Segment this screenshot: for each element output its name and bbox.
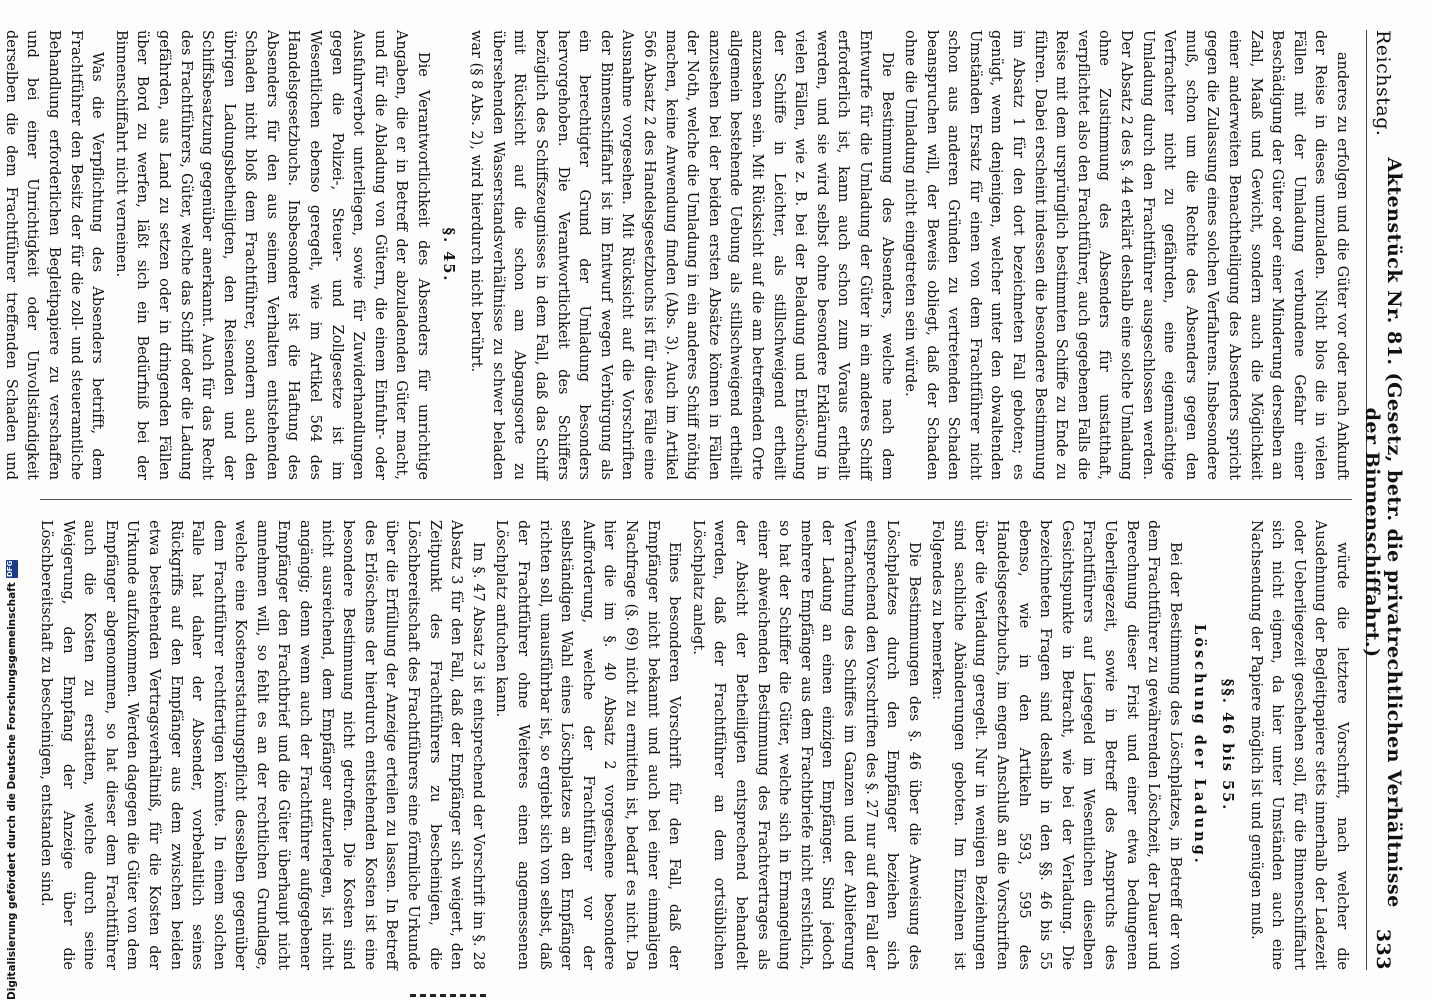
dfg-logo-icon: DFG [6, 560, 18, 578]
paragraph: würde die letztere Vorschrift, nach welcher die Ausdehnung der Begleitpapiere stets innerhalb der Ladezeit oder Ueberliegezeit geschehen soll, für die Binnenschiffahrt sich nicht eignen, da hier unter Umständen auch eine Nachsendung der Papiere möglich ist und genügen muß. [1247, 520, 1350, 970]
paragraph: Die Bestimmung des Absenders, welche nach dem Entwurfe für die Umladung der Güter in ein anderes Schiff erforderlich ist, kann auch schon zum Voraus ertheilt werden, und sie wird selbst ohne besondere Erklärung in vielen Fällen, wie z. B. bei der Beladung und Entlöschung der Schiffe in Leichter, als stillschweigend ertheilt anzusehen sein. Mit Rücksicht auf die am betreffenden Orte allgemein bestehende Uebung als stillschweigend ertheilt anzusehen bei der beiden ersten Absätze können in Fällen der Noth, welche die Umladung in ein anderes Schiff nöthig machen, keine Anwendung finden (Abs. 3). Auch im Artikel 566 Absatz 2 des Handelsgesetzbuchs ist für diese Fälle eine Ausnahme vorgesehen. Mit Rücksicht auf die Vorschriften der Binnenschiffahrt ist im Entwurf wegen Verbürgung als ein berechtigter Grund der Umladung besonders hervorgehoben. Die Verantwortlichkeit des Schiffers bezüglich des Schiffszeugnisses in dem Fall, daß das Schiff mit Rücksicht auf die schon am Abgangsorte zu übersehenden Wasserstandsverhältnisse zu schwer beladen war (§ 8 Abs. 2), wird hierdurch nicht berührt. [468, 30, 895, 480]
paragraph: Bei der Bestimmung des Löschplatzes, in Betreff der von dem Frachtführer zu gewährenden Löschzeit, der Dauer und Berechnung dieser Frist und einer etwa bedungenen Ueberliegezeit, sowie in Betreff des Anspruchs des Frachtführers auf Liegegeld im Wesentlichen dieselben Gesichtspunkte in Betracht, wie bei der Verladung. Die bezeichneten Fragen sind deshalb in den §§. 46 bis 55 ebenso, wie in den Artikeln 593, 595 des Handelsgesetzbuchs, im engen Anschluß an die Vorschriften über die Verladung geregelt. Nur in wenigen Beziehungen sind sachliche Abänderungen geboten. Im Einzelnen ist Folgendes zu bemerken: [929, 520, 1183, 970]
paragraph: Was die Verpflichtung des Absenders betrifft, dem Frachtführer den Besitz der für die zoll- und steueramtliche Behandlung erforderlichen Begleitpapiere zu verschaffen und bei einer Unrichtigkeit oder Unvollständigkeit derselben die dem Frachtführer treffenden Schaden und [2, 30, 106, 480]
page-number: 333 [1372, 928, 1395, 970]
paragraph: Die Bestimmungen des §. 46 über die Anweisung des Löschplatzes durch den Empfänger beziehen sich entsprechend den Vorschriften des §. 27 nur auf den Fall der Verfrachtung des Schiffes im Ganzen und der Ablieferung der Ladung an einen einzigen Empfänger. Sind jedoch mehrere Empfänger aus dem Frachtbriefe nicht ersichtlich, so hat der Schiffer die Güter, welche sich in Ermangelung einer abweichenden Bestimmung des Frachtvertrages als der Absicht der Betheiligten entsprechend behandelt werden, daß der Frachtführer an dem ortsüblichen Löschplatz anlegt. [689, 520, 922, 970]
left-column [2, 30, 1352, 480]
paragraph: Die Verantwortlichkeit des Absenders für unrichtige Angaben, die er in Betreff der abzuladenden Güter macht, und für die Abladung von Gütern, die einem Einfuhr- oder Ausfuhrverbot unterliegen, sowie für Zuwiderhandlungen gegen die Polizei-, Steuer- und Zollgesetze ist im Wesentlichen ebenso geregelt, wie im Artikel 564 des Handelsgesetzbuchs. Insbesondere ist die Haftung des Absenders für den aus seinem Verhalten entstehenden Schaden nicht bloß dem Frachtführer, sondern auch den übrigen Ladungsbetheiligten, den Reisenden und der Schiffsbesatzung gegenüber anerkannt. Auch für das Recht des Frachtführers, Güter, welche das Schiff oder die Ladung gefährden, aus Land zu setzen oder in dringenden Fällen über Bord zu werfen, läßt sich ein Bedürfniß bei der Binnenschiffahrt nicht verneinen. [112, 30, 432, 480]
running-head-left: Reichstag. [1372, 30, 1395, 137]
paragraph: Im §. 47 Absatz 3 ist entsprechend der Vorschrift im §. 28 Absatz 3 für den Fall, daß der Empfänger sich weigert, den Zeitpunkt des Frachtführers zu bescheinigen, die Löschbereitschaft des Frachtführers eine förmliche Urkunde über die Erfüllung der Anzeige erteilen zu lassen. In Betreff des Erlöschens der hierdurch entstehenden Kosten ist eine besondere Bestimmung nicht getroffen. Die Kosten sind nicht ausreichend, dem Empfänger aufzuerlegen, ist nicht angängig; denn wenn auch der Frachtführer aufgegebener Empfänger den Frachtbrief und die Güter überhaupt nicht annehmen will, so fehlt es an der rechtlichen Grundlage, welche eine Kostenerstattungspflicht desselben gegenüber dem Frachtführer rechtfertigen könnte. In einem solchen Falle hat daher der Absender, vorbehaltlich seines Rückgriffs auf den Empfänger aus dem zwischen beiden etwa bestehenden Vertragsverhältniß, für die Kosten der Urkunde aufzukommen. Werden dagegen die Güter von dem Empfänger abgenommen, so hat dieser dem Frachtführer auch die Kosten zu erstatten, welche durch seine Weigerung, den Empfang der Anzeige über die Löschbereitschaft zu bescheinigen, entstanden sind. [37, 520, 486, 970]
section-heading: §. 45. [439, 227, 457, 283]
section-subheading: Löschung der Ladung. [1191, 624, 1209, 866]
digitization-notice-text: Digitalisierung gefördert durch die Deutsche Forschungsgemeinschaft [6, 582, 18, 1000]
right-column [37, 520, 1352, 970]
running-head [1361, 30, 1406, 970]
digitization-notice [2, 560, 22, 1000]
page-edge-mark [410, 994, 490, 997]
section-heading: §§. 46 bis 55. [1219, 678, 1237, 812]
paragraph: anderes zu erfolgen und die Güter vor oder nach Ankunft der Reise in dieses umzuladen. Nicht blos die in vielen Fällen mit der Umladung verbundene Gefahr einer Beschädigung der Güter oder einer Minderung derselben an Zahl, Maaß und Gewicht, sondern auch die Möglichkeit einer anderweiten Benachtheiligung des Absenders spricht gegen die Zulassung eines solchen Verfahrens. Insbesondere muß, schon um die Rechte des Absenders gegen den Verfrachter nicht zu gefährden, eine eigenmächtige Umladung durch den Frachtführer ausgeschlossen werden. Der Absatz 2 des §. 44 erklärt deshalb eine solche Umladung ohne Zustimmung des Absenders für unstatthaft, verpflichtet also den Frachtführer, auch gegebenen Falls die Reise mit dem ursprünglich bestimmten Schiffe zu Ende zu führen. Dabei erscheint indessen die besondere Bestimmung im Absatz 1 für den dort bezeichneten Fall geboten; es genügt, wenn denjenigen, welcher unter den obwaltenden Umständen Ersatz für einen von dem Frachtführer nicht schon aus anderen Gründen zu vertretenden Schaden beanspruchen will, der Beweis obliegt, daß der Schaden ohne die Umladung nicht eingetreten sein würde. [902, 30, 1350, 480]
running-head-title: Aktenstück Nr. 81. (Gesetz, betr. die privatrechtlichen Verhältnisse der Binnenschiffahrt.) [1361, 157, 1406, 908]
paragraph: Eines besonderen Vorschrift für den Fall, daß der Empfänger nicht bekannt und auch bei einer einmaligen Nachfrage (§. 69) nicht zu ermitteln ist, bedarf es nicht. Da hier die im §. 40 Absatz 2 vorgesehene besondere Aufforderung, welche der Frachtführer vor der selbständigen Wahl eines Löschplatzes an den Empfänger richten soll, unausführbar ist, so ergiebt sich von selbst, daß der Frachtführer ohne Weiteres einen angemessenen Löschplatz anfuchen kann. [493, 520, 683, 970]
column-divider [40, 499, 1352, 500]
